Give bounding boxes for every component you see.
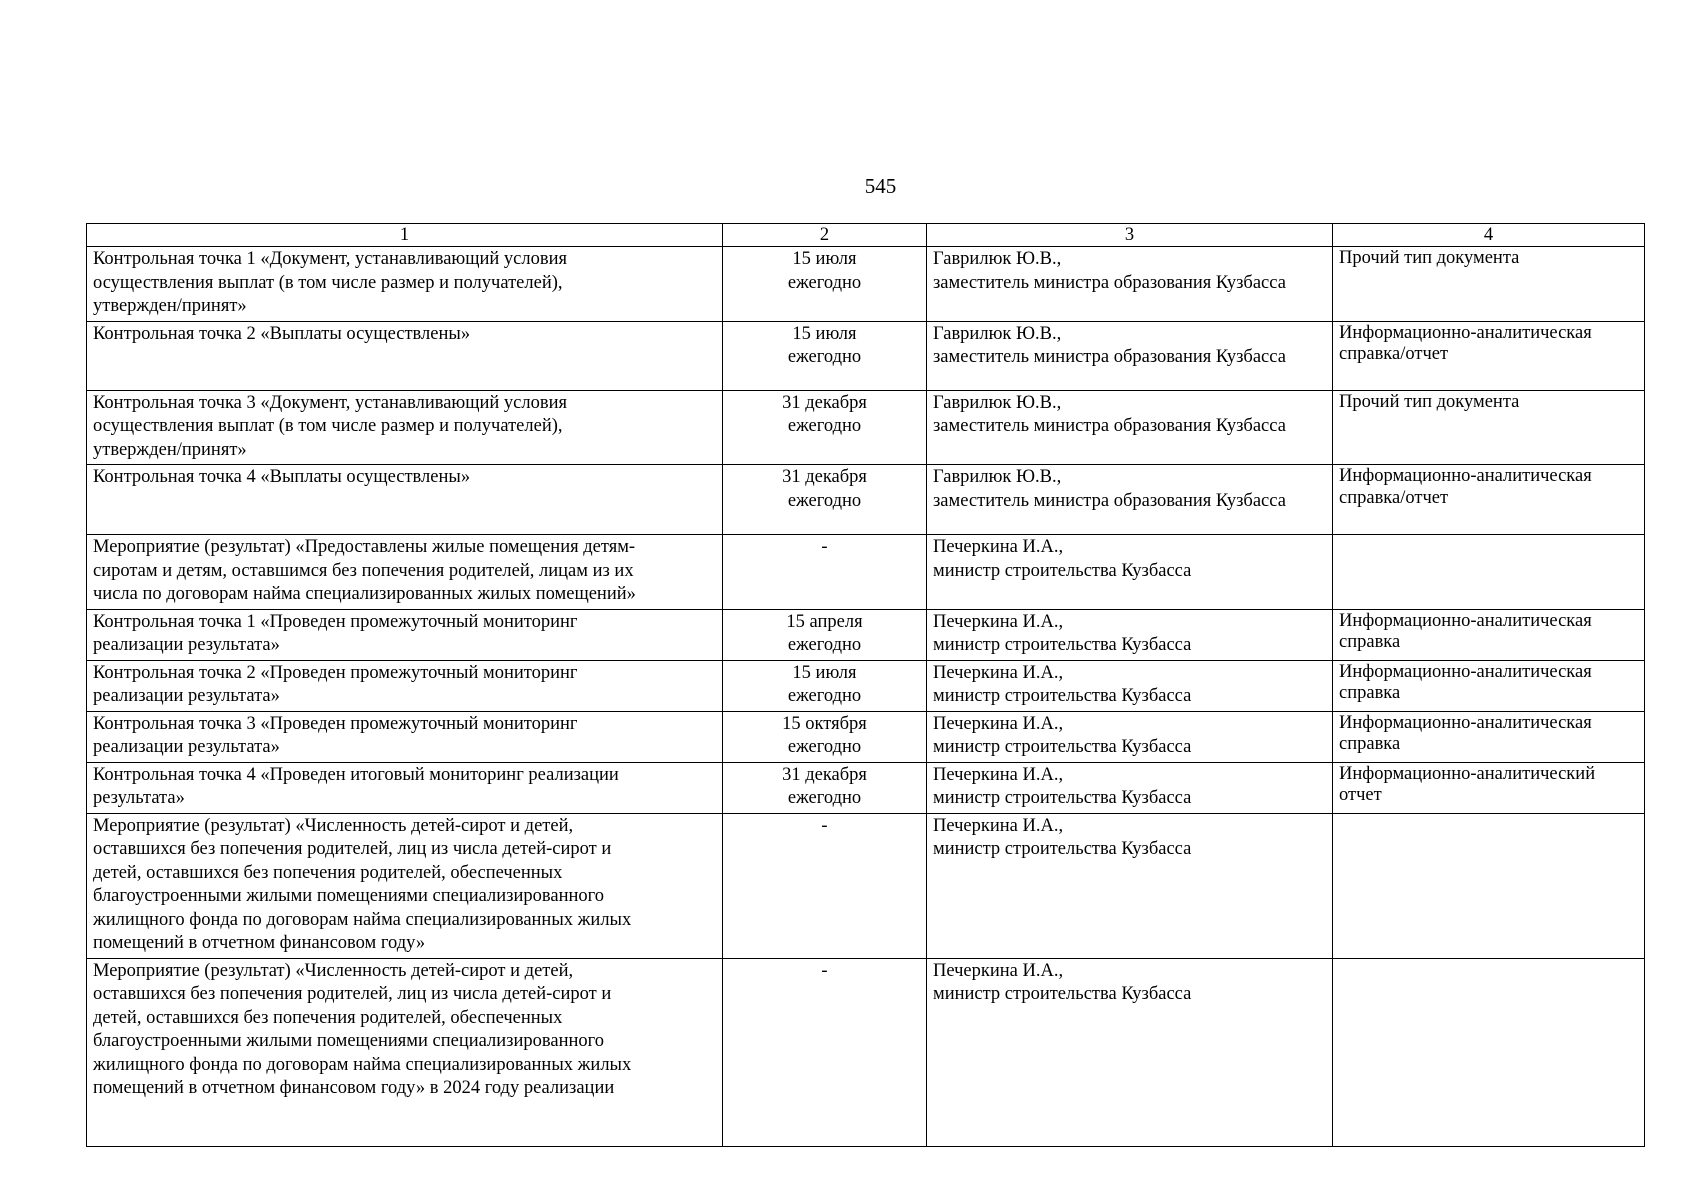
cell-line: Гаврилюк Ю.В., bbox=[933, 323, 1062, 344]
cell-line: реализации результата» bbox=[93, 737, 280, 757]
table-row bbox=[87, 535, 1645, 610]
table-row bbox=[87, 390, 1645, 465]
cell-line: утвержден/принят» bbox=[93, 296, 247, 316]
deadline-cell bbox=[723, 762, 927, 813]
column-header-1: 1 bbox=[87, 224, 723, 247]
cell-line: Гаврилюк Ю.В., bbox=[933, 467, 1062, 487]
cell-line: ежегодно bbox=[787, 416, 862, 436]
cell-line: Информационно-аналитическая bbox=[1339, 610, 1592, 631]
cell-line: ежегодно bbox=[787, 272, 862, 293]
cell-line: жилищного фонда по договорам найма специализированных жилых bbox=[93, 909, 632, 930]
cell-line: министр строительства Кузбасса bbox=[933, 839, 1192, 859]
cell-line: ежегодно bbox=[787, 635, 862, 655]
cell-line: - bbox=[821, 537, 828, 557]
table-row bbox=[87, 958, 1645, 1146]
cell-line: Контрольная точка 3 «Проведен промежуточный мониторинг bbox=[93, 713, 578, 734]
cell-line: министр строительства Кузбасса bbox=[933, 737, 1192, 757]
table-row bbox=[87, 321, 1645, 390]
cell-line: утвержден/принят» bbox=[93, 439, 247, 460]
responsible-cell bbox=[927, 711, 1333, 762]
deadline-cell bbox=[723, 958, 927, 1146]
cell-line: Информационно-аналитическая bbox=[1339, 322, 1592, 343]
cell-line: сиротам и детям, оставшимся без попечения родителей, лицам из их bbox=[93, 560, 634, 581]
table-row bbox=[87, 609, 1645, 660]
document-type-cell bbox=[1333, 321, 1645, 390]
cell-line: заместитель министра образования Кузбасса bbox=[933, 272, 1286, 293]
deadline-cell bbox=[723, 711, 927, 762]
activity-cell bbox=[87, 711, 723, 762]
cell-line: ежегодно bbox=[787, 737, 862, 757]
document-type-cell bbox=[1333, 762, 1645, 813]
table-body bbox=[87, 247, 1645, 1147]
cell-line: Печеркина И.А., bbox=[933, 662, 1064, 683]
cell-line: справка bbox=[1339, 632, 1401, 652]
activity-cell bbox=[87, 609, 723, 660]
responsible-cell bbox=[927, 465, 1333, 535]
cell-line: заместитель министра образования Кузбасса bbox=[933, 347, 1286, 367]
activity-cell bbox=[87, 958, 723, 1146]
cell-line: 15 октября bbox=[782, 713, 867, 734]
cell-line: Прочий тип документа bbox=[1339, 391, 1520, 412]
cell-line: справка bbox=[1339, 734, 1401, 754]
table-row bbox=[87, 711, 1645, 762]
cell-line: ежегодно bbox=[787, 490, 862, 511]
cell-line: жилищного фонда по договорам найма специализированных жилых bbox=[93, 1054, 632, 1075]
document-type-cell bbox=[1333, 958, 1645, 1146]
cell-line: реализации результата» bbox=[93, 686, 280, 706]
cell-line: заместитель министра образования Кузбасса bbox=[933, 490, 1286, 511]
cell-line: детей, оставшихся без попечения родителей, обеспеченных bbox=[93, 1007, 563, 1028]
cell-line: Информационно-аналитическая bbox=[1339, 661, 1592, 682]
cell-line: реализации результата» bbox=[93, 635, 280, 655]
responsible-cell bbox=[927, 813, 1333, 958]
document-type-cell bbox=[1333, 247, 1645, 322]
column-number-row bbox=[87, 224, 1645, 247]
column-header-4: 4 bbox=[1333, 224, 1645, 247]
activity-cell bbox=[87, 247, 723, 322]
cell-line: 15 июля bbox=[792, 249, 857, 269]
document-type-cell bbox=[1333, 465, 1645, 535]
cell-line: Информационно-аналитическая bbox=[1339, 466, 1592, 486]
cell-line: 31 декабря bbox=[782, 392, 867, 413]
cell-line: Мероприятие (результат) «Предоставлены жилые помещения детям- bbox=[93, 537, 636, 557]
cell-line: 15 апреля bbox=[786, 611, 863, 632]
cell-line: 31 декабря bbox=[782, 764, 867, 785]
cell-line: результата» bbox=[93, 788, 185, 808]
cell-line: Печеркина И.А., bbox=[933, 764, 1064, 785]
cell-line: осуществления выплат (в том числе размер и получателей), bbox=[93, 416, 563, 436]
cell-line: ежегодно bbox=[787, 686, 862, 706]
cell-line: - bbox=[821, 960, 828, 981]
cell-line: Гаврилюк Ю.В., bbox=[933, 249, 1062, 269]
activity-cell bbox=[87, 762, 723, 813]
cell-line: 15 июля bbox=[792, 323, 857, 344]
cell-line: Прочий тип документа bbox=[1339, 248, 1520, 268]
deadline-cell bbox=[723, 609, 927, 660]
cell-line: Информационно-аналитическая bbox=[1339, 712, 1592, 733]
cell-line: Мероприятие (результат) «Численность детей-сирот и детей, bbox=[93, 815, 574, 836]
document-table bbox=[86, 223, 1645, 1147]
activity-cell bbox=[87, 465, 723, 535]
cell-line: помещений в отчетном финансовом году» в 2024 году реализации bbox=[93, 1078, 615, 1098]
cell-line: ежегодно bbox=[787, 788, 862, 808]
deadline-cell bbox=[723, 813, 927, 958]
cell-line: Контрольная точка 4 «Проведен итоговый мониторинг реализации bbox=[93, 764, 619, 785]
document-type-cell bbox=[1333, 390, 1645, 465]
deadline-cell bbox=[723, 535, 927, 610]
column-header-2: 2 bbox=[723, 224, 927, 247]
responsible-cell bbox=[927, 762, 1333, 813]
cell-line: - bbox=[821, 815, 828, 836]
cell-line: помещений в отчетном финансовом году» bbox=[93, 933, 426, 953]
cell-line: Печеркина И.А., bbox=[933, 713, 1064, 734]
responsible-cell bbox=[927, 247, 1333, 322]
table-row bbox=[87, 762, 1645, 813]
cell-line: отчет bbox=[1339, 785, 1382, 805]
cell-line: Контрольная точка 3 «Документ, устанавливающий условия bbox=[93, 392, 567, 413]
cell-line: 15 июля bbox=[792, 662, 857, 683]
cell-line: осуществления выплат (в том числе размер и получателей), bbox=[93, 272, 563, 293]
cell-line: оставшихся без попечения родителей, лиц из числа детей-сирот и bbox=[93, 984, 612, 1004]
responsible-cell bbox=[927, 321, 1333, 390]
cell-line: Контрольная точка 4 «Выплаты осуществлены» bbox=[93, 467, 471, 487]
cell-line: Контрольная точка 2 «Проведен промежуточный мониторинг bbox=[93, 662, 578, 683]
cell-line: министр строительства Кузбасса bbox=[933, 788, 1192, 808]
activity-cell bbox=[87, 813, 723, 958]
responsible-cell bbox=[927, 390, 1333, 465]
cell-line: 31 декабря bbox=[782, 467, 867, 487]
cell-line: числа по договорам найма специализированных жилых помещений» bbox=[93, 584, 636, 604]
activity-cell bbox=[87, 660, 723, 711]
cell-line: Печеркина И.А., bbox=[933, 815, 1064, 836]
cell-line: справка/отчет bbox=[1339, 487, 1449, 508]
deadline-cell bbox=[723, 465, 927, 535]
cell-line: справка/отчет bbox=[1339, 344, 1449, 364]
page-number: 545 bbox=[864, 174, 897, 198]
cell-line: министр строительства Кузбасса bbox=[933, 686, 1192, 706]
responsible-cell bbox=[927, 535, 1333, 610]
document-type-cell bbox=[1333, 813, 1645, 958]
cell-line: справка bbox=[1339, 683, 1401, 703]
cell-line: Печеркина И.А., bbox=[933, 537, 1064, 557]
document-type-cell bbox=[1333, 660, 1645, 711]
activity-cell bbox=[87, 321, 723, 390]
table-row bbox=[87, 813, 1645, 958]
responsible-cell bbox=[927, 958, 1333, 1146]
document-type-cell bbox=[1333, 609, 1645, 660]
cell-line: Контрольная точка 2 «Выплаты осуществлены» bbox=[93, 323, 471, 344]
cell-line: Информационно-аналитический bbox=[1339, 763, 1596, 784]
cell-line: благоустроенными жилыми помещениями специализированного bbox=[93, 1031, 604, 1051]
cell-line: ежегодно bbox=[787, 347, 862, 367]
deadline-cell bbox=[723, 247, 927, 322]
cell-line: Печеркина И.А., bbox=[933, 960, 1064, 981]
cell-line: Печеркина И.А., bbox=[933, 611, 1064, 632]
deadline-cell bbox=[723, 390, 927, 465]
cell-line: министр строительства Кузбасса bbox=[933, 560, 1192, 581]
deadline-cell bbox=[723, 321, 927, 390]
cell-line: оставшихся без попечения родителей, лиц из числа детей-сирот и bbox=[93, 839, 612, 859]
activity-cell bbox=[87, 390, 723, 465]
cell-line: министр строительства Кузбасса bbox=[933, 984, 1192, 1004]
table-row bbox=[87, 247, 1645, 322]
responsible-cell bbox=[927, 660, 1333, 711]
cell-line: Гаврилюк Ю.В., bbox=[933, 392, 1062, 413]
document-type-cell bbox=[1333, 535, 1645, 610]
responsible-cell bbox=[927, 609, 1333, 660]
deadline-cell bbox=[723, 660, 927, 711]
cell-line: заместитель министра образования Кузбасса bbox=[933, 416, 1286, 436]
column-header-3: 3 bbox=[927, 224, 1333, 247]
cell-line: Мероприятие (результат) «Численность детей-сирот и детей, bbox=[93, 960, 574, 981]
cell-line: Контрольная точка 1 «Документ, устанавливающий условия bbox=[93, 249, 567, 269]
cell-line: Контрольная точка 1 «Проведен промежуточный мониторинг bbox=[93, 611, 578, 632]
document-type-cell bbox=[1333, 711, 1645, 762]
cell-line: детей, оставшихся без попечения родителей, обеспеченных bbox=[93, 862, 563, 883]
cell-line: министр строительства Кузбасса bbox=[933, 635, 1192, 655]
cell-line: благоустроенными жилыми помещениями специализированного bbox=[93, 886, 604, 906]
activity-cell bbox=[87, 535, 723, 610]
table-row bbox=[87, 660, 1645, 711]
table-row bbox=[87, 465, 1645, 535]
